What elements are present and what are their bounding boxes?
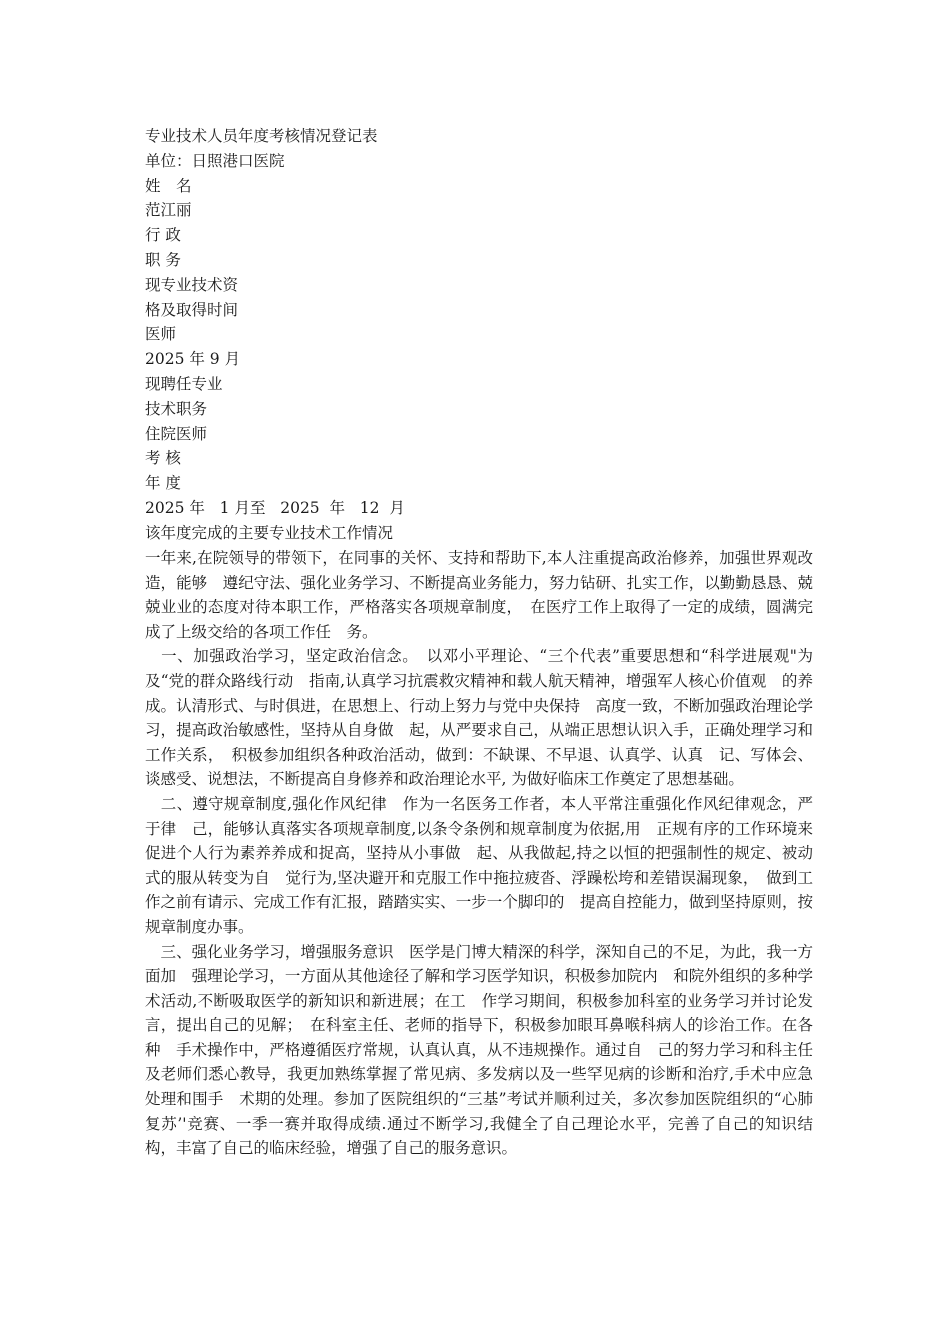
- paragraph-political-study: 一、加强政治学习，坚定政治信念。 以邓小平理论、“三个代表”重要思想和“科学进展观"为及“党的群众路线行动 指南,认真学习抗震救灾精神和载人航天精神，增强军人核心价值观 的养成。认清形式、与时俱进，在思想上、行动上努力与党中央保持 高度一致，不断加强政治理论学习，提高政治敏感性，坚持从自身做 起，从严要求自己，从端正思想认识入手，正确处理学习和工作关系， 积极参加组织各种政治活动，做到：不缺课、不早退、认真学、认真 记、写体会、谈感受、说想法，不断提高自身修养和政治理论水平, 为做好临床工作奠定了思想基础。: [145, 647, 813, 789]
- work-summary-heading: 该年度完成的主要专业技术工作情况: [145, 523, 394, 542]
- document-title: 专业技术人员年度考核情况登记表: [145, 127, 378, 145]
- appointed-post-value: 住院医师: [145, 424, 208, 443]
- admin-post-label-2: 职 务: [145, 250, 181, 269]
- name-value: 范江丽: [145, 201, 192, 220]
- unit-line: 单位：日照港口医院: [145, 151, 285, 170]
- appointed-post-label-1: 现聘任专业: [145, 374, 223, 393]
- qualification-date: 2025 年 9 月: [145, 350, 241, 369]
- registration-form-fields: [145, 124, 825, 546]
- appointed-post-label-2: 技术职务: [145, 399, 208, 418]
- paragraph-discipline: 二、遵守规章制度,强化作风纪律 作为一名医务工作者，本人平常注重强化作风纪律观念，严于律 己，能够认真落实各项规章制度,以条令条例和规章制度为依据,用 正规有序的工作环境来促进个人行为素养养成和捉高，坚持从小事做 起、从我做起,持之以恒的把强制性的规定、被动式的服从转变为自 觉行为,坚决避开和克服工作中拖拉疲沓、浮躁松垮和差错误漏现象， 做到工作之前有请示、完成工作有汇报，踏踏实实、一步一个脚印的 提高自控能力，做到坚持原则，按规章制度办事。: [145, 794, 813, 936]
- name-label: 姓 名: [145, 176, 192, 195]
- admin-post-label-1: 行 政: [145, 226, 181, 245]
- qualification-value: 医师: [145, 325, 177, 344]
- assessment-year-label-2: 年 度: [145, 474, 181, 493]
- paragraph-intro: 一年来,在院领导的带领下，在同事的关怀、支持和帮助下,本人注重提高政治修养，加强世界观改造，能够 遵纪守法、强化业务学习、不断提高业务能力，努力钻研、扎实工作，以勤勤恳恳、兢兢业业的态度对待本职工作，严格落实各项规章制度， 在医疗工作上取得了一定的成绩，圆满完成了上级交给的各项工作任 务。: [145, 549, 813, 641]
- qualification-label-1: 现专业技术资: [145, 275, 239, 294]
- qualification-label-2: 格及取得时间: [145, 300, 239, 319]
- work-summary-body: [145, 546, 829, 1161]
- assessment-year-label-1: 考 核: [145, 449, 181, 468]
- assessment-year-value: 2025 年 1 月至 2025 年 12 月: [145, 498, 405, 517]
- paragraph-professional-study: 三、强化业务学习，增强服务意识 医学是门博大精深的科学，深知自己的不足，为此，我一方面加 强理论学习，一方面从其他途径了解和学习医学知识，积极参加院内 和院外组织的多种学术活动,不断吸取医学的新知识和新进展；在工 作学习期间，积极参加科室的业务学习并讨论发言，提出自己的见解； 在科室主任、老师的指导下，积极参加眼耳鼻喉科病人的诊治工作。在各种 手术操作中，严格遵循医疗常规，认真认真，从不违规操作。通过自 己的努力学习和科主任及老师们悉心教导，我更加熟练掌握了常见病、多发病以及一些罕见病的诊断和治疗,手术中应急处理和围手 术期的处理。参加了医院组织的“三基”考试并顺利过关，多次参加医院组织的“心肺复苏’'竞赛、一季一赛并取得成绩.通过不断学习,我健全了自己理论水平，完善了自己的知识结 构，丰富了自己的临床经验，增强了自己的服务意识。: [145, 942, 829, 1158]
